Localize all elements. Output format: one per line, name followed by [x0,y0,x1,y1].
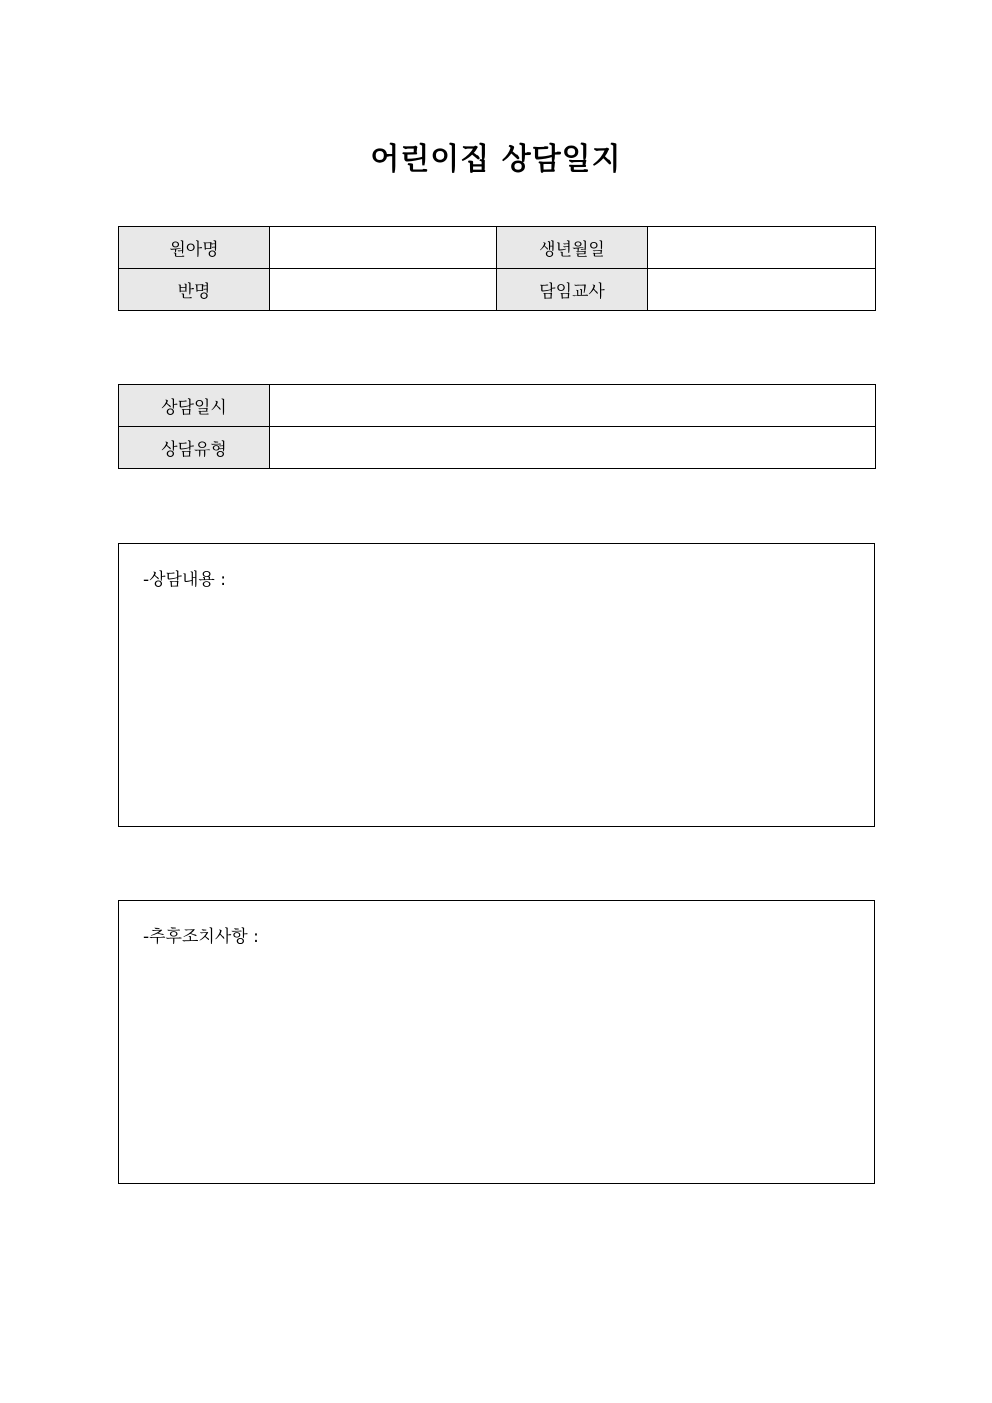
class-name-field[interactable] [270,269,497,311]
consultation-datetime-label: 상담일시 [119,385,270,427]
table-row [119,385,876,427]
table-row [119,269,876,311]
homeroom-teacher-label: 담임교사 [497,269,648,311]
table-row [119,227,876,269]
class-name-label: 반명 [119,269,270,311]
birth-date-label: 생년월일 [497,227,648,269]
child-info-table [118,226,876,311]
consultation-content-label: -상담내용 : [143,570,226,590]
child-name-field[interactable] [270,227,497,269]
follow-up-actions-box[interactable] [118,900,875,1184]
consultation-type-label: 상담유형 [119,427,270,469]
follow-up-actions-label: -추후조치사항 : [143,927,259,947]
consultation-content-box[interactable] [118,543,875,827]
birth-date-field[interactable] [648,227,876,269]
document-title: 어린이집 상담일지 [370,142,622,177]
homeroom-teacher-field[interactable] [648,269,876,311]
consultation-info-table [118,384,876,469]
child-name-label: 원아명 [119,227,270,269]
consultation-datetime-field[interactable] [270,385,876,427]
table-row [119,427,876,469]
consultation-type-field[interactable] [270,427,876,469]
